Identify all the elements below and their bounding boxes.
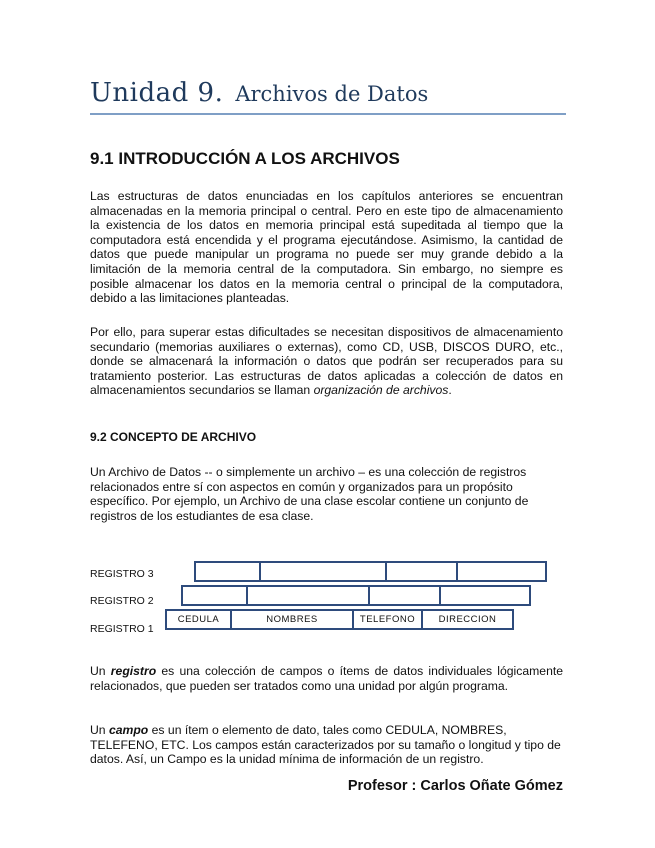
registro-rest: es una colección de campos o ítems de datos individuales lógicamente relacionados, que pueden ser tratados como una unidad por algún programa. <box>90 664 564 693</box>
chapter-subtitle: Archivos de Datos <box>235 82 429 106</box>
registro-definition <box>90 664 563 693</box>
telefono-field: TELEFONO <box>354 611 423 628</box>
registro-3-field-4 <box>458 563 545 580</box>
registro-1-label: REGISTRO 1 <box>90 623 154 635</box>
direccion-field: DIRECCION <box>438 614 497 625</box>
nombres-field: NOMBRES <box>232 611 354 628</box>
chapter-number: Unidad 9. <box>90 78 224 108</box>
section-1-paragraph-1: Las estructuras de datos enunciadas en los capítulos anteriores se encuentran almacenadas en la memoria principal o central. Pero en este tipo de almacenamiento la existencia de los datos en memoria principal está supeditada al tiempo que la computadora está encendida y el programa ejecutándose. Asimismo, la cantidad de datos que puede manipular un programa no puede ser muy grande debido a la limitación de la memoria central de la computadora. Sin embargo, no siempre es posible almacenar los datos en la memoria central o principal de la computadora, debido a las limitaciones planteadas. <box>90 189 563 306</box>
registro-3-label: REGISTRO 3 <box>90 568 154 580</box>
registro-3-field-3 <box>387 563 458 580</box>
paragraph-2-end: . <box>448 383 452 398</box>
registro-term: registro <box>110 664 157 678</box>
cedula-field: CEDULA <box>167 611 232 628</box>
registro-1-bar <box>165 609 514 630</box>
chapter-title <box>90 78 566 108</box>
registro-2-field-4 <box>441 587 529 604</box>
campo-term: campo <box>108 723 149 737</box>
registro-2-field-2 <box>248 587 370 604</box>
registro-2-bar <box>181 585 531 606</box>
section-2-heading: 9.2 CONCEPTO DE ARCHIVO <box>90 430 257 444</box>
campo-rest: es un ítem o elemento de dato, tales como CEDULA, NOMBRES, TELEFENO, ETC. Los campos están caracterizados por su tamaño o longitud y tipo de datos. Así, un Campo es la unidad mínima de información de un registro. <box>90 723 561 767</box>
section-1-paragraph-2 <box>90 325 563 398</box>
professor-signature: Profesor : Carlos Oñate Gómez <box>347 778 563 794</box>
campo-definition <box>90 723 563 767</box>
section-1-heading: 9.1 INTRODUCCIÓN A LOS ARCHIVOS <box>90 149 400 168</box>
registro-3-field-1 <box>196 563 261 580</box>
registro-lead: Un <box>90 664 111 678</box>
campo-lead: Un <box>90 723 109 737</box>
registro-3-bar <box>194 561 547 582</box>
registro-2-field-3 <box>370 587 441 604</box>
registro-3-field-2 <box>261 563 387 580</box>
registro-2-label: REGISTRO 2 <box>90 595 154 607</box>
registro-2-field-1 <box>183 587 248 604</box>
paragraph-2-text: Por ello, para superar estas dificultades se necesitan dispositivos de almacenamiento secundario (memorias auxiliares o externas), como CD, USB, DISCOS DURO, etc., donde se almacenará la información o datos que podrán ser recuperados para su tratamiento posterior. Las estructuras de datos aplicadas a colección de datos en almacenamientos secundarios se llaman <box>90 325 563 398</box>
section-2-paragraph-1: Un Archivo de Datos -- o simplemente un archivo – es una colección de registros relacionados entre sí con aspectos en común y organizados para un propósito específico. Por ejemplo, un Archivo de una clase escolar contiene un conjunto de registros de los estudiantes de esa clase. <box>90 465 529 523</box>
title-underline <box>90 113 566 115</box>
paragraph-2-emphasis: organización de archivos <box>313 383 449 398</box>
